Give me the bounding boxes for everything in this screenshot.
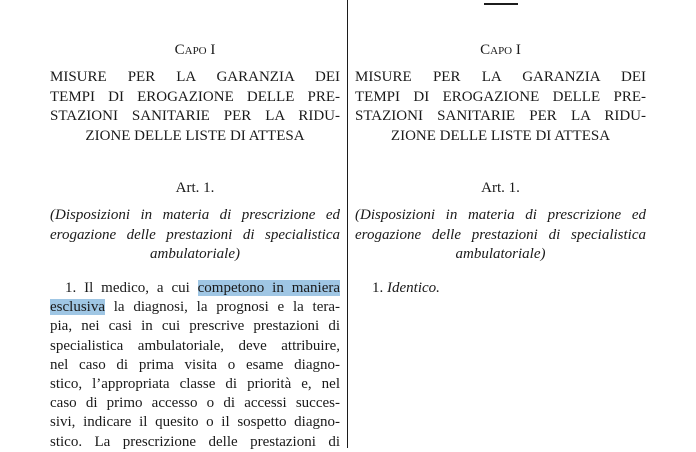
chapter-heading — [50, 68, 340, 146]
paragraph-line: sivi, indicare il quesito o il sospetto diagno- — [50, 414, 340, 431]
subtitle-line: ambulatoriale) — [150, 246, 240, 262]
heading-line: STAZIONI SANITARIE PER LA RIDU- — [50, 108, 340, 124]
paragraph-text: Identico. — [387, 280, 440, 296]
top-rule — [484, 3, 518, 5]
article-paragraph — [50, 279, 340, 452]
paragraph-line — [50, 298, 340, 317]
capo-prefix: C — [480, 42, 491, 58]
heading-line: MISURE PER LA GARANZIA DEI — [50, 69, 340, 85]
heading-line: TEMPI DI EROGAZIONE DELLE PRE- — [355, 88, 646, 105]
capo-prefix: C — [174, 42, 185, 58]
paragraph-text: la diagnosi, la prognosi e la tera- — [104, 299, 340, 316]
subtitle-line: (Disposizioni in materia di prescrizione ed — [50, 207, 340, 223]
paragraph-text: 1. Il medico, a cui — [65, 280, 198, 296]
article-subtitle — [50, 206, 340, 265]
paragraph-line — [50, 279, 340, 298]
chapter-heading — [355, 68, 646, 146]
paragraph-line: stico. La prescrizione delle prestazioni di — [50, 433, 340, 450]
article-paragraph — [372, 279, 440, 298]
subtitle-line: erogazione delle prestazioni di specialistica — [50, 226, 340, 243]
text-selection-highlight[interactable]: competono in maniera — [197, 280, 340, 296]
article-number: Art. 1. — [175, 180, 215, 196]
heading-line: ZIONE DELLE LISTE DI ATTESA — [85, 127, 305, 144]
heading-line: TEMPI DI EROGAZIONE DELLE PRE- — [50, 88, 340, 105]
article-number: Art. 1. — [481, 180, 520, 196]
capo-rest: apo I — [184, 42, 216, 58]
text-selection-highlight[interactable]: esclusiva — [50, 299, 105, 316]
capo-title — [355, 40, 646, 60]
paragraph-number: 1. — [372, 280, 387, 296]
paragraph-line: nel caso di prima visita o esame diagno- — [50, 356, 340, 373]
paragraph-line: stico, l’appropriata classe di priorità e, nel — [50, 375, 340, 392]
subtitle-line: ambulatoriale) — [455, 246, 546, 262]
heading-line: STAZIONI SANITARIE PER LA RIDU- — [355, 108, 646, 124]
paragraph-line: pia, nei casi in cui prescrive prestazioni di — [50, 318, 340, 335]
paragraph-line: caso di primo accesso o di accessi succes- — [50, 395, 340, 412]
paragraph-line: specialistica ambulatoriale, deve attribuire, — [50, 337, 340, 354]
heading-line: MISURE PER LA GARANZIA DEI — [355, 69, 646, 85]
capo-title — [50, 40, 340, 60]
capo-rest: apo I — [490, 42, 521, 58]
subtitle-line: erogazione delle prestazioni di specialistica — [355, 226, 646, 243]
subtitle-line: (Disposizioni in materia di prescrizione ed — [355, 207, 646, 223]
article-subtitle — [355, 206, 646, 265]
heading-line: ZIONE DELLE LISTE DI ATTESA — [390, 127, 611, 144]
column-divider — [347, 0, 348, 448]
